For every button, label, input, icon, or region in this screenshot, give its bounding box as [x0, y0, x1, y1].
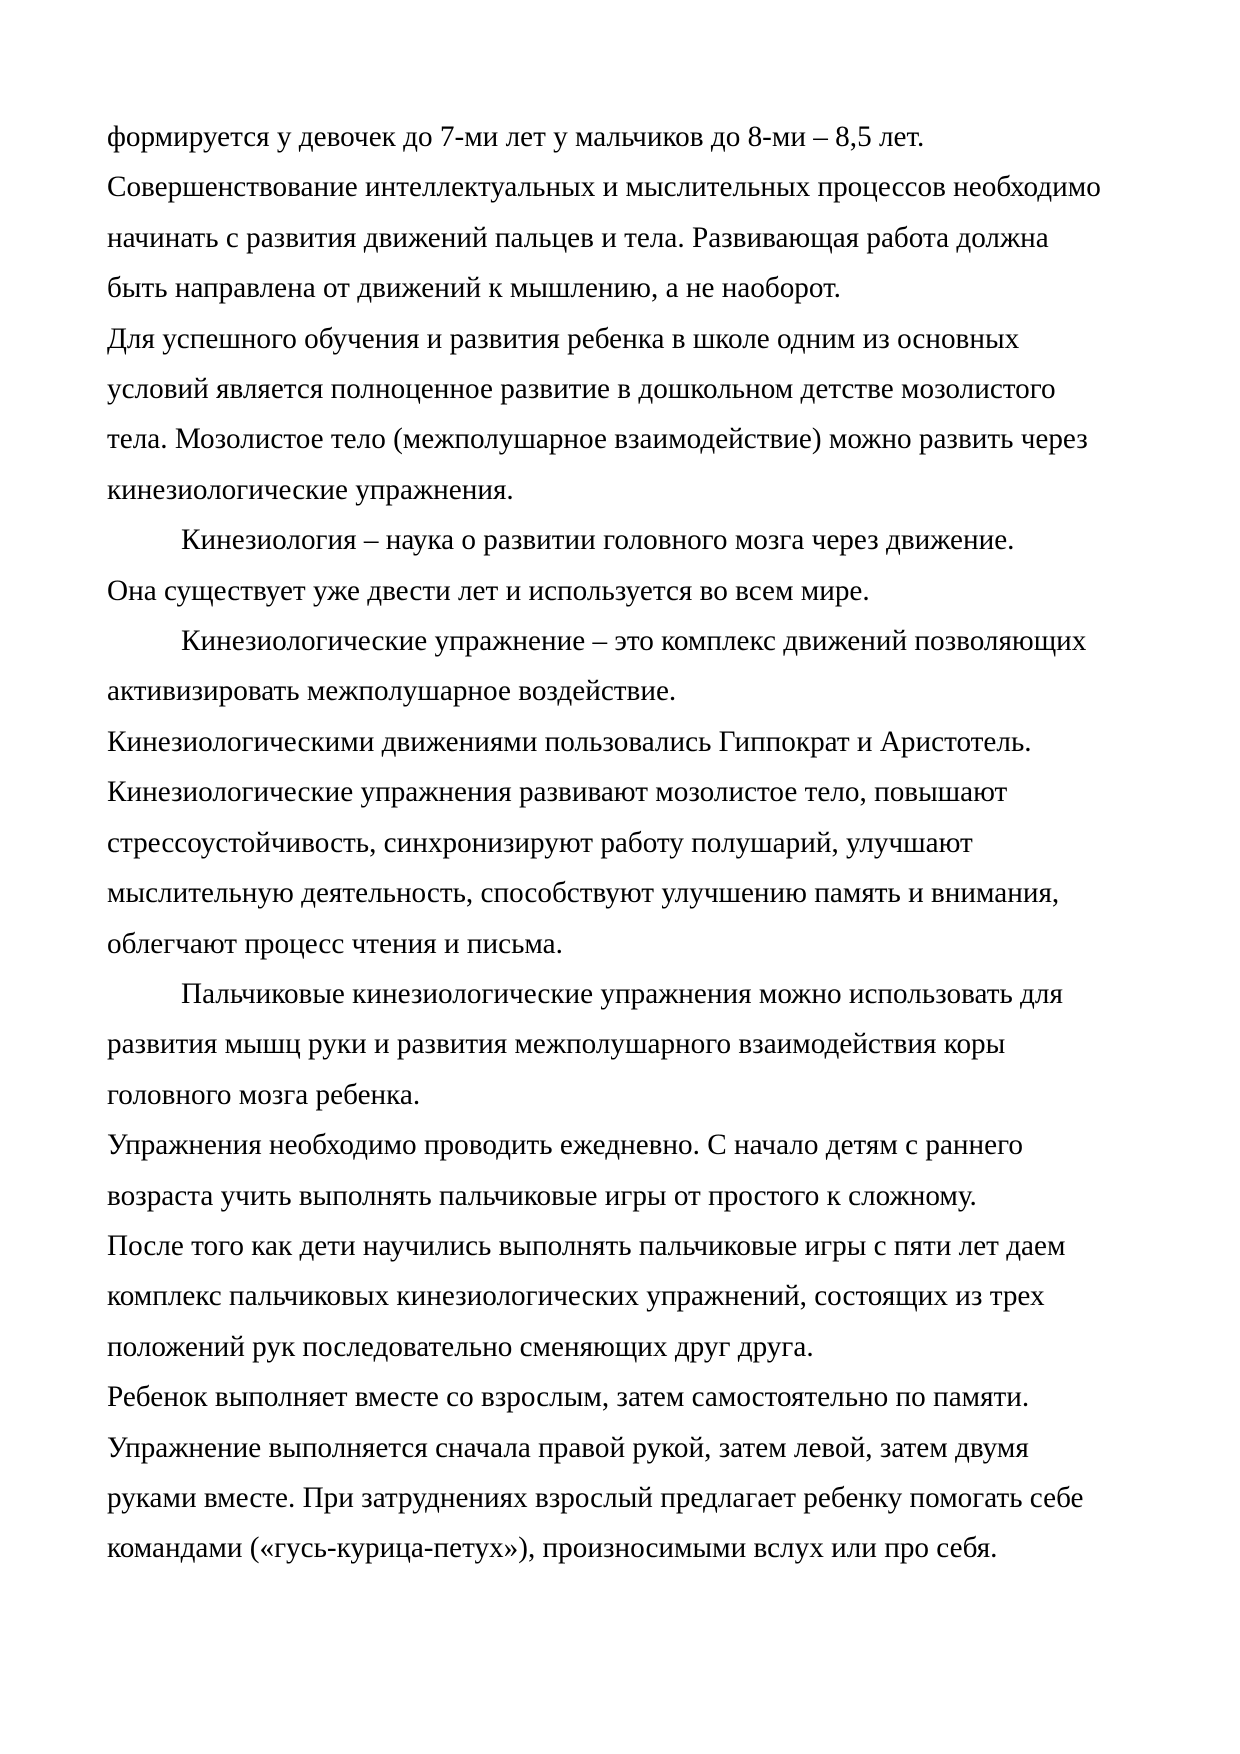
text-line: Кинезиологические упражнение – это комплекс движений позволяющих	[181, 625, 1087, 658]
text-line: Упражнение выполняется сначала правой рукой, затем левой, затем двумя	[107, 1431, 1029, 1464]
text-line: командами («гусь-курица-петух»), произносимыми вслух или про себя.	[107, 1532, 998, 1565]
text-line: После того как дети научились выполнять пальчиковые игры с пяти лет даем	[107, 1229, 1066, 1262]
text-line: Совершенствование интеллектуальных и мыслительных процессов необходимо	[107, 171, 1101, 204]
text-line: условий является полноценное развитие в дошкольном детстве мозолистого	[107, 373, 1056, 406]
text-line: положений рук последовательно сменяющих друг друга.	[107, 1330, 814, 1363]
text-line: тела. Мозолистое тело (межполушарное взаимодействие) можно развить через	[107, 423, 1088, 456]
text-line: быть направлена от движений к мышлению, а не наоборот.	[107, 272, 841, 305]
text-line: Пальчиковые кинезиологические упражнения можно использовать для	[181, 977, 1063, 1010]
text-line: активизировать межполушарное воздействие.	[107, 675, 677, 708]
text-line: возраста учить выполнять пальчиковые игры от простого к сложному.	[107, 1179, 977, 1212]
text-line: Кинезиологические упражнения развивают мозолистое тело, повышают	[107, 776, 1008, 809]
text-line: Для успешного обучения и развития ребенка в школе одним из основных	[107, 322, 1020, 355]
text-line: начинать с развития движений пальцев и тела. Развивающая работа должна	[107, 221, 1049, 254]
text-line: развития мышц руки и развития межполушарного взаимодействия коры	[107, 1028, 1006, 1061]
text-line: Кинезиологическими движениями пользовались Гиппократ и Аристотель.	[107, 725, 1032, 758]
text-line: кинезиологические упражнения.	[107, 473, 514, 506]
text-line: мыслительную деятельность, способствуют улучшению память и внимания,	[107, 877, 1060, 910]
text-line: облегчают процесс чтения и письма.	[107, 927, 563, 960]
text-line: Кинезиология – наука о развитии головного мозга через движение.	[181, 524, 1015, 557]
text-line: головного мозга ребенка.	[107, 1078, 421, 1111]
text-line: комплекс пальчиковых кинезиологических упражнений, состоящих из трех	[107, 1280, 1045, 1313]
document-text-block	[107, 112, 1197, 1574]
text-line: формируется у девочек до 7-ми лет у мальчиков до 8-ми – 8,5 лет.	[107, 121, 925, 153]
text-line: Она существует уже двести лет и используется во всем мире.	[107, 574, 870, 607]
text-line: Ребенок выполняет вместе со взрослым, затем самостоятельно по памяти.	[107, 1381, 1030, 1414]
text-line: стрессоустойчивость, синхронизируют работу полушарий, улучшают	[107, 826, 973, 859]
text-line: Упражнения необходимо проводить ежедневно. С начало детям с раннего	[107, 1129, 1023, 1162]
text-line: руками вместе. При затруднениях взрослый предлагает ребенку помогать себе	[107, 1481, 1084, 1514]
